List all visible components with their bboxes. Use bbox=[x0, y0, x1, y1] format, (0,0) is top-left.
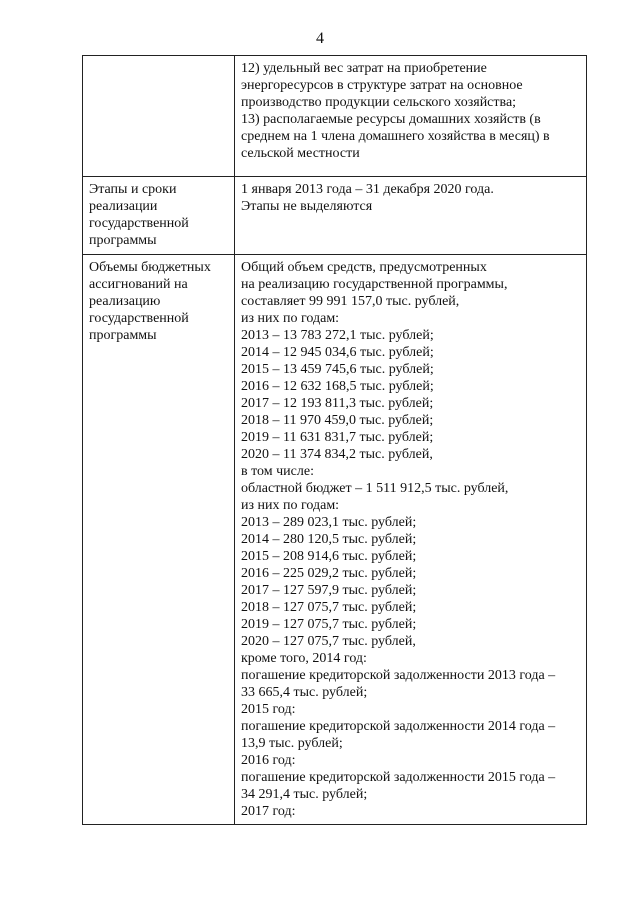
funding-line: 2014 – 280 120,5 тыс. рублей; bbox=[241, 532, 417, 547]
funding-line: на реализацию государственной программы, bbox=[241, 277, 508, 292]
stage-line: 1 января 2013 года – 31 декабря 2020 года. bbox=[241, 182, 494, 197]
funding-line: 2020 – 127 075,7 тыс. рублей, bbox=[241, 634, 416, 649]
table-row-stages bbox=[83, 177, 587, 255]
row-label-line: реализации bbox=[89, 199, 158, 214]
row-label-cell bbox=[83, 177, 235, 255]
funding-line: из них по годам: bbox=[241, 498, 340, 513]
funding-line: 2014 – 12 945 034,6 тыс. рублей; bbox=[241, 345, 434, 360]
funding-line: 2017 – 127 597,9 тыс. рублей; bbox=[241, 583, 417, 598]
funding-line: 2016 год: bbox=[241, 753, 296, 768]
funding-line: 2015 год: bbox=[241, 702, 296, 717]
funding-line: в том числе: bbox=[241, 464, 314, 479]
funding-line: 2020 – 11 374 834,2 тыс. рублей, bbox=[241, 447, 433, 462]
row-label-line: Этапы и сроки bbox=[89, 182, 177, 197]
stage-line: Этапы не выделяются bbox=[241, 199, 373, 214]
row-label-cell bbox=[83, 56, 235, 177]
table-row-indicators bbox=[83, 56, 587, 177]
program-passport-table bbox=[82, 55, 587, 825]
indicator-line: 13) располагаемые ресурсы домашних хозяйств (в bbox=[241, 112, 541, 127]
funding-line: составляет 99 991 157,0 тыс. рублей, bbox=[241, 294, 460, 309]
funding-line: 2019 – 127 075,7 тыс. рублей; bbox=[241, 617, 417, 632]
funding-line: 2017 год: bbox=[241, 804, 296, 819]
funding-line: 2013 – 13 783 272,1 тыс. рублей; bbox=[241, 328, 434, 343]
row-label-line: государственной bbox=[89, 311, 189, 326]
funding-line: 13,9 тыс. рублей; bbox=[241, 736, 343, 751]
funding-line: кроме того, 2014 год: bbox=[241, 651, 367, 666]
row-label-line: программы bbox=[89, 328, 157, 343]
indicator-line: производство продукции сельского хозяйства; bbox=[241, 95, 517, 110]
funding-line: 34 291,4 тыс. рублей; bbox=[241, 787, 368, 802]
funding-line: 2018 – 127 075,7 тыс. рублей; bbox=[241, 600, 417, 615]
funding-line: 2016 – 12 632 168,5 тыс. рублей; bbox=[241, 379, 434, 394]
indicator-line: сельской местности bbox=[241, 146, 360, 161]
row-label-line: программы bbox=[89, 233, 157, 248]
funding-line: погашение кредиторской задолженности 2013 года – bbox=[241, 668, 556, 683]
row-label-cell bbox=[83, 255, 235, 825]
row-value-cell bbox=[235, 56, 587, 177]
funding-line: 2019 – 11 631 831,7 тыс. рублей; bbox=[241, 430, 434, 445]
funding-line: областной бюджет – 1 511 912,5 тыс. рублей, bbox=[241, 481, 509, 496]
row-label-line: ассигнований на bbox=[89, 277, 188, 292]
row-label-line: государственной bbox=[89, 216, 189, 231]
funding-line: 2018 – 11 970 459,0 тыс. рублей; bbox=[241, 413, 434, 428]
funding-line: 2015 – 208 914,6 тыс. рублей; bbox=[241, 549, 417, 564]
funding-line: погашение кредиторской задолженности 2014 года – bbox=[241, 719, 556, 734]
row-label-line: Объемы бюджетных bbox=[89, 260, 211, 275]
table-row-funding bbox=[83, 255, 587, 825]
funding-line: 2016 – 225 029,2 тыс. рублей; bbox=[241, 566, 417, 581]
row-value-cell bbox=[235, 177, 587, 255]
funding-line: 2017 – 12 193 811,3 тыс. рублей; bbox=[241, 396, 434, 411]
indicator-line: энергоресурсов в структуре затрат на основное bbox=[241, 78, 523, 93]
funding-line: 2015 – 13 459 745,6 тыс. рублей; bbox=[241, 362, 434, 377]
funding-line: 33 665,4 тыс. рублей; bbox=[241, 685, 368, 700]
row-label-line: реализацию bbox=[89, 294, 161, 309]
indicator-line: 12) удельный вес затрат на приобретение bbox=[241, 61, 487, 76]
page-number: 4 bbox=[316, 30, 324, 47]
funding-line: 2013 – 289 023,1 тыс. рублей; bbox=[241, 515, 417, 530]
indicator-line: среднем на 1 члена домашнего хозяйства в месяц) в bbox=[241, 129, 550, 144]
funding-line: погашение кредиторской задолженности 2015 года – bbox=[241, 770, 556, 785]
funding-line: Общий объем средств, предусмотренных bbox=[241, 260, 487, 275]
row-value-cell bbox=[235, 255, 587, 825]
funding-line: из них по годам: bbox=[241, 311, 340, 326]
